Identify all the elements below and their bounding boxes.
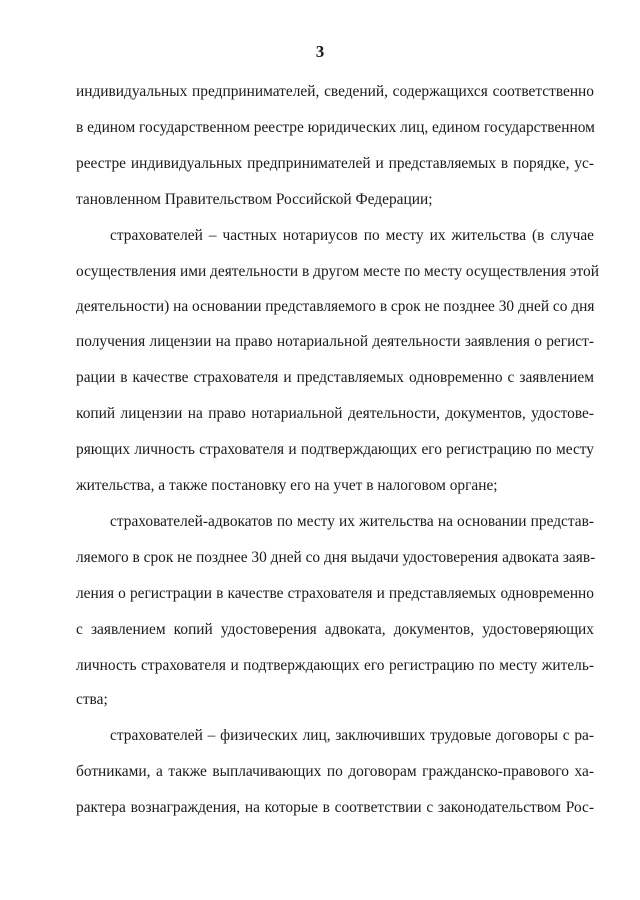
paragraph-3-line-4: с заявлением копий удостоверения адвоката, документов, удостоверяющих xyxy=(76,621,594,638)
paragraph-3-line-1: страхователей-адвокатов по месту их жительства на основании представ- xyxy=(110,513,594,530)
paragraph-4-line-1: страхователей – физических лиц, заключивших трудовые договоры с ра- xyxy=(110,727,594,744)
paragraph-2-line-7: ряющих личность страхователя и подтверждающих его регистрацию по месту xyxy=(76,441,594,458)
paragraph-3-line-6: ства; xyxy=(76,691,108,708)
paragraph-2-line-3: деятельности) на основании представляемого в срок не позднее 30 дней со дня xyxy=(76,298,595,315)
page-number: 3 xyxy=(315,42,325,61)
paragraph-2-line-5: рации в качестве страхователя и представляемых одновременно с заявлением xyxy=(76,369,594,386)
paragraph-3-line-2: ляемого в срок не позднее 30 дней со дня выдачи удостоверения адвоката заяв- xyxy=(76,549,596,566)
paragraph-1-line-2: в едином государственном реестре юридических лиц, едином государственном xyxy=(76,119,595,136)
paragraph-3-line-3: ления о регистрации в качестве страхователя и представляемых одновременно xyxy=(76,585,594,602)
paragraph-4-line-3: рактера вознаграждения, на которые в соответствии с законодательством Рос- xyxy=(76,799,594,816)
paragraph-2-line-8: жительства, а также постановку его на учет в налоговом органе; xyxy=(76,477,498,494)
paragraph-2-line-1: страхователей – частных нотариусов по месту их жительства (в случае xyxy=(110,227,594,244)
paragraph-1-line-4: тановленном Правительством Российской Федерации; xyxy=(76,191,433,208)
paragraph-1-line-3: реестре индивидуальных предпринимателей и представляемых в порядке, ус- xyxy=(76,155,594,172)
paragraph-4-line-2: ботниками, а также выплачивающих по договорам гражданско-правового ха- xyxy=(76,763,594,780)
paragraph-1-line-1: индивидуальных предпринимателей, сведений, содержащихся соответственно xyxy=(76,83,594,100)
paragraph-2-line-6: копий лицензии на право нотариальной деятельности, документов, удостове- xyxy=(76,405,594,422)
paragraph-2-line-2: осуществления ими деятельности в другом месте по месту осуществления этой xyxy=(76,263,599,280)
paragraph-2-line-4: получения лицензии на право нотариальной деятельности заявления о регист- xyxy=(76,333,594,350)
paragraph-3-line-5: личность страхователя и подтверждающих его регистрацию по месту житель- xyxy=(76,657,594,674)
